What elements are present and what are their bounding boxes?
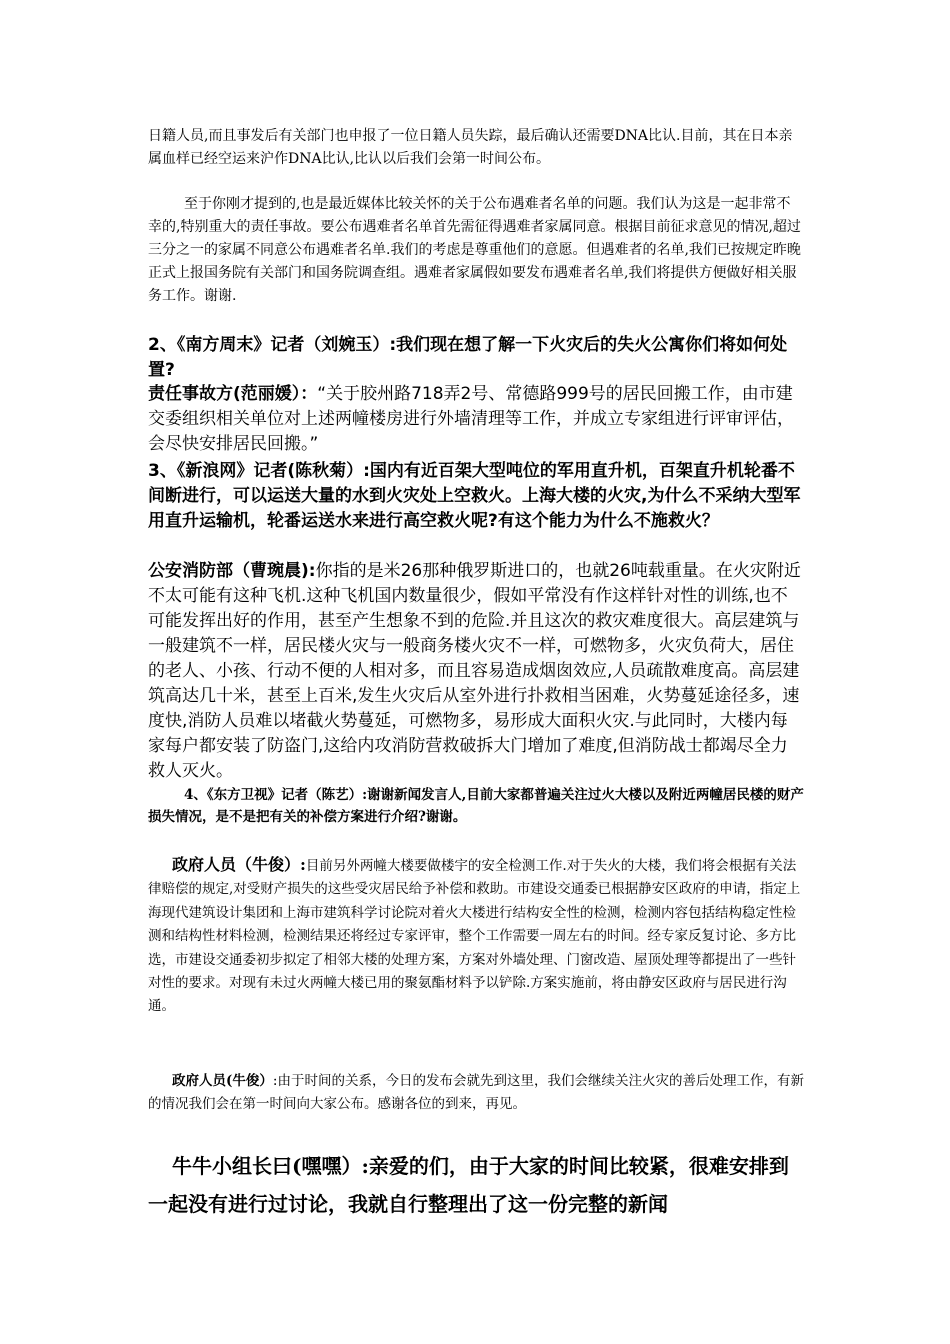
- answer-2-text: “关于胶州路718弄2号、常德路999号的居民回搬工作，由市建交委组织相关单位对上述两幢楼房进行外墙清理等工作，并成立专家组进行评审评估，会尽快安排居民回搬。”: [148, 384, 794, 454]
- intro-paragraph: 日籍人员,而且事发后有关部门也申报了一位日籍人员失踪，最后确认还需要DNA比认.目前，其在日本亲属血样已经空运来沪作DNA比认,比认以后我们会第一时间公布。: [148, 128, 793, 167]
- answer-4-speaker: 政府人员（牛俊）:: [172, 855, 306, 874]
- question-3: 3、《新浪网》记者(陈秋菊）:国内有近百架大型吨位的军用直升机，百架直升机轮番不间断进行，可以运送大量的水到火灾处上空救火。上海大楼的火灾,为什么不采纳大型军用直升运输机，轮番运送水来进行高空救火呢?有这个能力为什么不施救火？: [148, 461, 801, 531]
- closing-paragraph: [148, 1070, 804, 1116]
- answer-3-text: 你指的是米26那种俄罗斯进口的，也就26吨载重量。在火灾附近不太可能有这种飞机.这种飞机国内数量很少，假如平常没有作这样针对性的训练,也不可能发挥出好的作用，甚至产生想象不到的危险.并且这次的救灾难度很大。高层建筑与一般建筑不一样，居民楼火灾与一般商务楼火灾不一样，可燃物多，火灾负荷大，居住的老人、小孩、行动不便的人相对多，而且容易造成烟囱效应,人员疏散难度高。高层建筑高达几十米，甚至上百米,发生火灾后从室外进行扑救相当困难，火势蔓延途径多，速度快,消防人员难以堵截火势蔓延，可燃物多，易形成大面积火灾.与此同时，大楼内每家每户都安装了防盗门,这给内攻消防营救破拆大门增加了难度,但消防战士都竭尽全力救人灭火。: [148, 561, 801, 781]
- answer-3: [148, 559, 804, 784]
- answer-4-text: 目前另外两幢大楼要做楼宇的安全检测工作.对于失火的大楼，我们将会根据有关法律赔偿的规定,对受财产损失的这些受灾居民给予补偿和救助。市建设交通委已根据静安区政府的申请，指定上海现代建筑设计集团和上海市建筑科学讨论院对着火大楼进行结构安全性的检测，检测内容包括结构稳定性检测和结构性材料检测，检测结果还将经过专家评审，整个工作需要一周左右的时间。经专家反复讨论、多方比选，市建设交通委初步拟定了相邻大楼的处理方案，方案对外墙处理、门窗改造、屋顶处理等都提出了一些针对性的要求。对现有未过火两幢大楼已用的聚氨酯材料予以铲除.方案实施前，将由静安区政府与居民进行沟通。: [148, 858, 801, 1015]
- closing-text: :由于时间的关系，今日的发布会就先到这里，我们会继续关注火灾的善后处理工作，有新的情况我们会在第一时间向大家公布。感谢各位的到来，再见。: [148, 1073, 804, 1112]
- question-2: 2、《南方周末》记者（刘婉玉）:我们现在想了解一下火灾后的失火公寓你们将如何处置?: [148, 335, 788, 380]
- leader-note: 牛牛小组长曰(嘿嘿）:亲爱的们，由于大家的时间比较紧，很难安排到一起没有进行过讨论，我就自行整理出了这一份完整的新闻: [148, 1154, 789, 1216]
- answer-4: [148, 853, 804, 1019]
- answer-2: [148, 382, 804, 457]
- answer-2-speaker: 责任事故方(范丽媛）：: [148, 384, 318, 404]
- question-4: 4、《东方卫视》记者（陈艺）:谢谢新闻发言人,目前大家都普遍关注过火大楼以及附近两幢居民楼的财产损失情况，是不是把有关的补偿方案进行介绍?谢谢。: [148, 787, 804, 825]
- victim-names-paragraph: 至于你刚才提到的,也是最近媒体比较关怀的关于公布遇难者名单的问题。我们认为这是一起非常不幸的,特别重大的责任事故。要公布遇难者名单首先需征得遇难者家属同意。根据目前征求意见的情况,超过三分之一的家属不同意公布遇难者名单.我们的考虑是尊重他们的意愿。但遇难者的名单,我们已按规定昨晚正式上报国务院有关部门和国务院调查组。遇难者家属假如要发布遇难者名单,我们将提供方便做好相关服务工作。谢谢.: [148, 196, 801, 304]
- closing-speaker: 政府人员(牛俊）: [172, 1073, 273, 1089]
- answer-3-speaker: 公安消防部（曹琬晨):: [148, 561, 316, 581]
